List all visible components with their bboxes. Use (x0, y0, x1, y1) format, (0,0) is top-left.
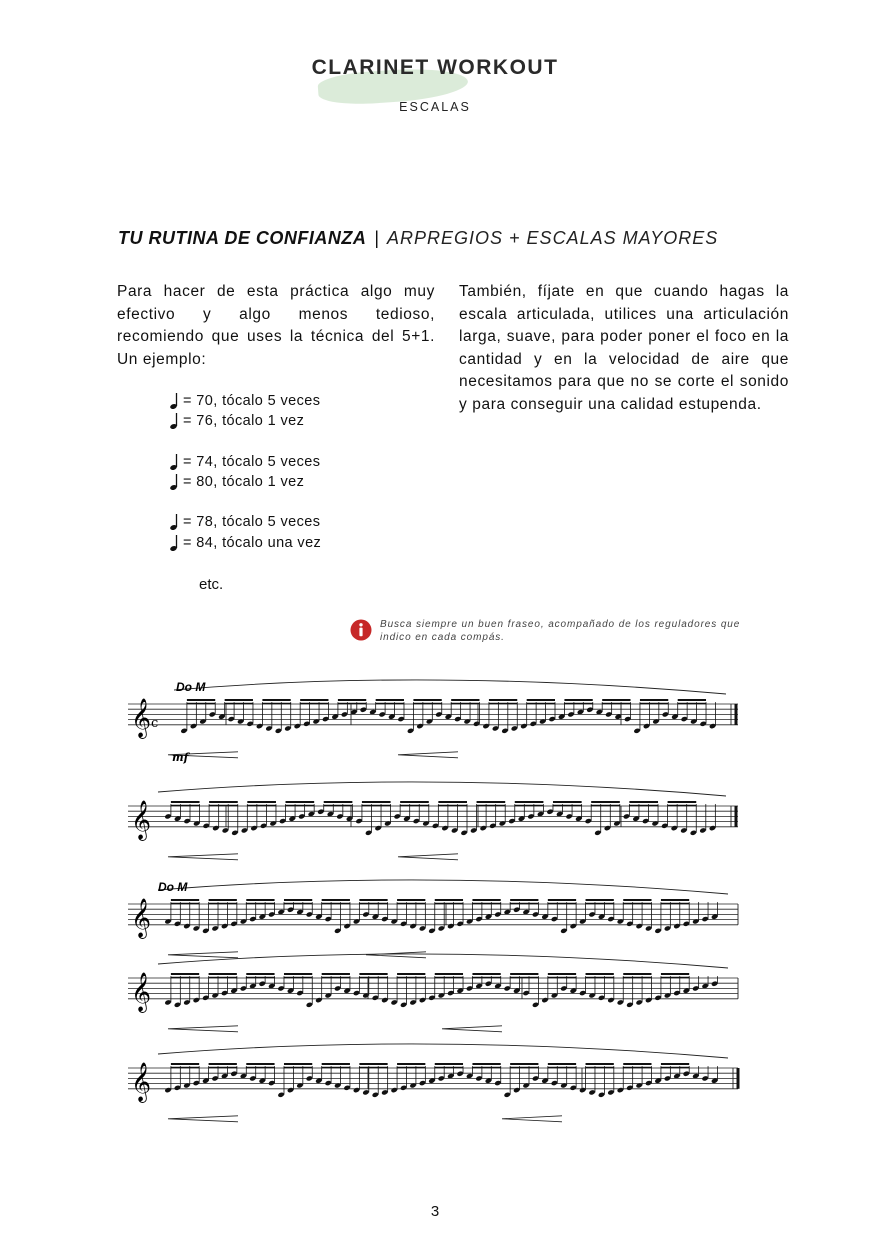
hairpin (502, 1116, 562, 1122)
tempo-line (170, 412, 304, 430)
music-score (128, 676, 752, 1130)
time-signature: c (151, 716, 159, 731)
treble-clef: 𝄞 (131, 897, 152, 938)
tempo-text: = 74, tócalo 5 veces (183, 454, 321, 470)
heading-separator: | (374, 228, 380, 248)
hairpin (168, 1026, 238, 1032)
brand-title: CLARINET WORKOUT (311, 56, 559, 79)
tempo-text: = 84, tócalo una vez (183, 535, 322, 551)
hairpin (442, 1026, 502, 1032)
hairpin (398, 752, 458, 758)
brand-logo (312, 56, 559, 80)
dynamic-mark: mf (172, 751, 189, 764)
tempo-text: = 78, tócalo 5 veces (183, 514, 321, 530)
heading-subtitle: ARPREGIOS + ESCALAS MAYORES (387, 228, 719, 248)
treble-clef: 𝄞 (131, 971, 152, 1012)
key-label: Do M (158, 880, 188, 894)
articulation-paragraph: También, fíjate en que cuando hagas la escala articulada, utilices una articulación larga, suave, para poder poner el foco en la cantidad y en la velocidad de aire que necesitamos para que no se corte el sonido y para conseguir una calidad estupenda. (459, 283, 789, 413)
section-label: ESCALAS (399, 100, 471, 114)
slur (158, 954, 728, 968)
key-label: Do M (176, 680, 206, 694)
intro-paragraph: Para hacer de esta práctica algo muy efectivo y algo menos tedioso, recomiendo que uses la técnica del 5+1. Un ejemplo: (117, 283, 435, 368)
quarter-note-icon (170, 473, 179, 491)
hairpin (168, 952, 238, 958)
etc-text: etc. (199, 576, 224, 593)
note-heads (164, 707, 718, 1098)
clefs (131, 698, 151, 1103)
slur (158, 782, 726, 796)
tip-text: Busca siempre un buen fraseo, acompañado de los reguladores que indico en cada compás. (380, 619, 741, 643)
hairpin (366, 952, 426, 958)
tempo-line (170, 473, 304, 491)
slur (174, 680, 726, 694)
treble-clef: 𝄞 (131, 799, 152, 840)
treble-clef: 𝄞 (131, 697, 152, 738)
quarter-note-icon (170, 513, 179, 531)
hairpin (168, 1116, 238, 1122)
slur (158, 880, 728, 894)
page-heading (118, 228, 818, 249)
tempo-line (170, 534, 321, 552)
info-icon (350, 619, 372, 641)
tempo-line (170, 513, 320, 531)
quarter-note-icon (170, 534, 179, 552)
quarter-note-icon (170, 453, 179, 471)
treble-clef: 𝄞 (131, 1061, 152, 1102)
tempo-text: = 70, tócalo 5 veces (183, 393, 321, 409)
quarter-note-icon (170, 392, 179, 410)
tempo-line (170, 392, 320, 410)
hairpin (398, 854, 458, 860)
tip-box (350, 618, 770, 644)
quarter-note-icon (170, 412, 179, 430)
slur (158, 1044, 728, 1058)
note-stems (171, 702, 718, 1095)
heading-title: TU RUTINA DE CONFIANZA (118, 228, 367, 248)
hairpin (168, 854, 238, 860)
tempo-text: = 80, tócalo 1 vez (183, 474, 305, 490)
page-number: 3 (430, 1203, 440, 1220)
tempo-text: = 76, tócalo 1 vez (183, 413, 305, 429)
page-header (0, 56, 870, 114)
tempo-line (170, 453, 320, 471)
